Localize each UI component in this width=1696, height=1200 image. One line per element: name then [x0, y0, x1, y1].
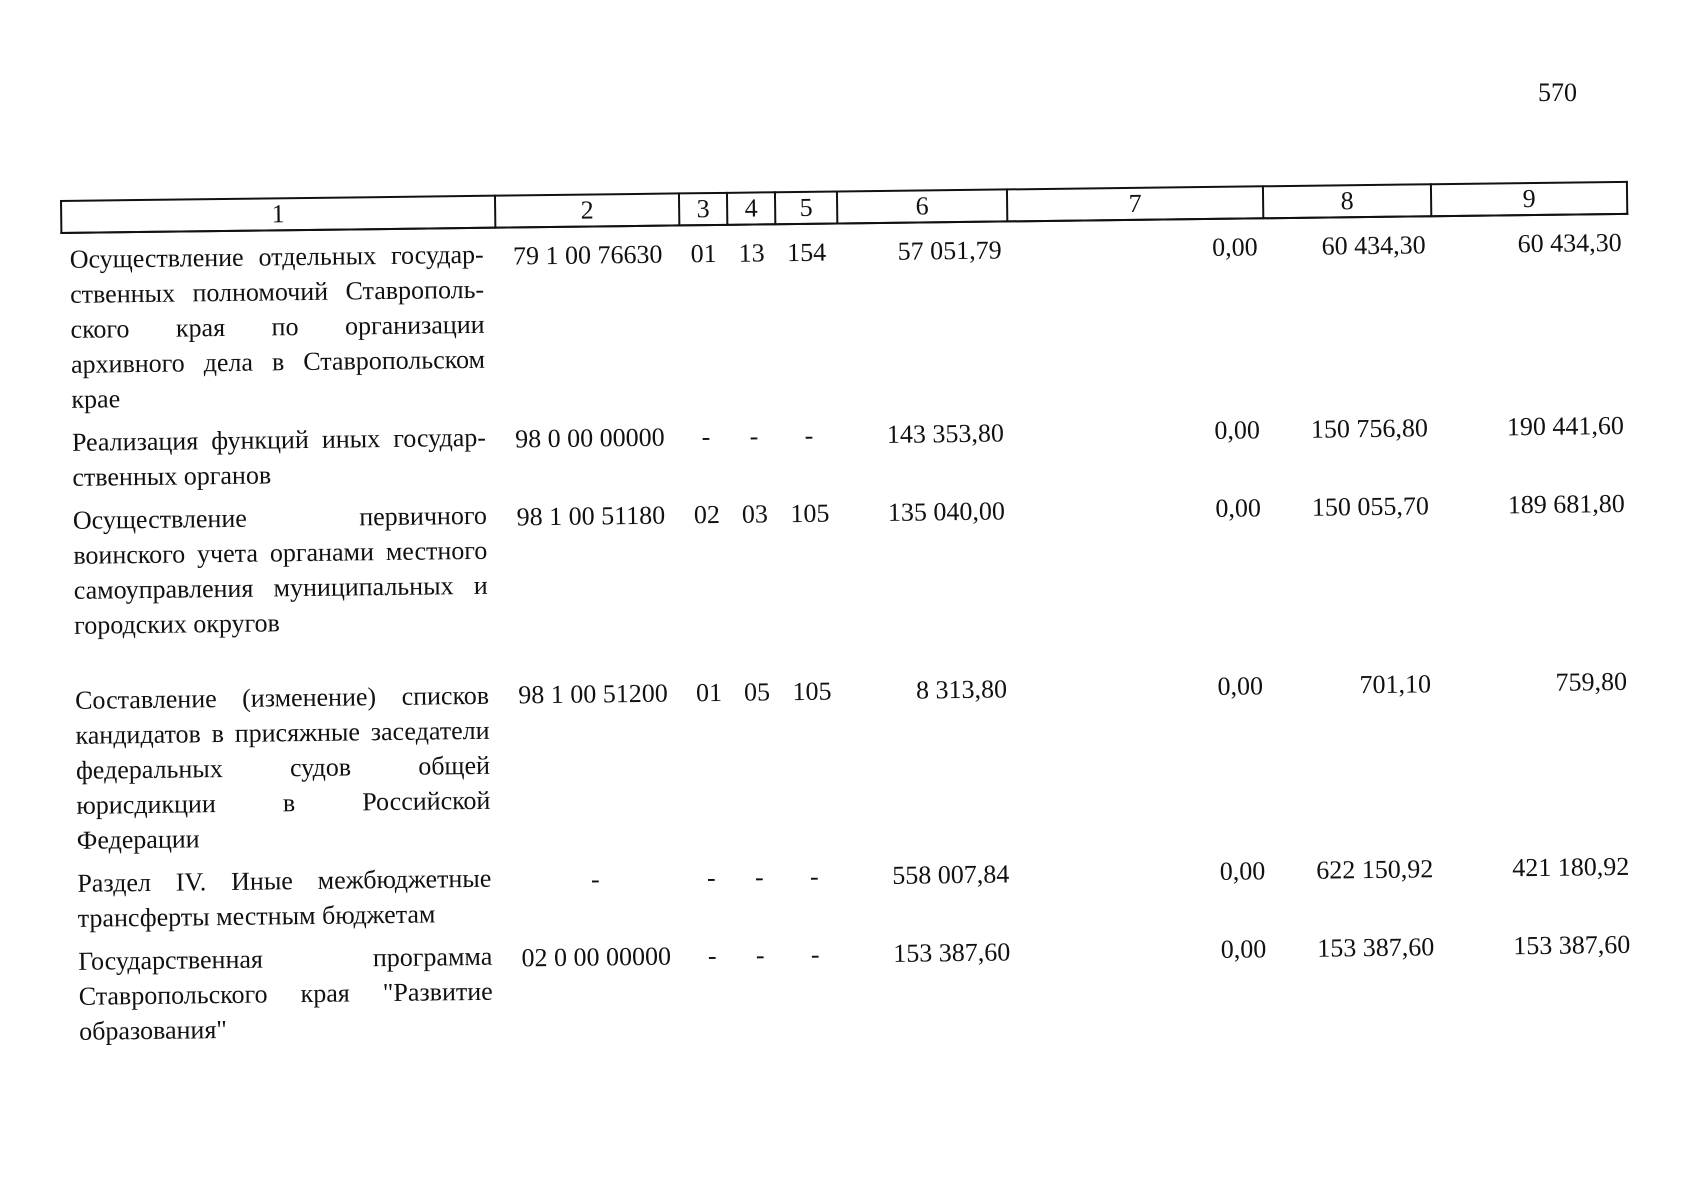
row-code: 98 1 00 51200 — [518, 678, 668, 710]
row-col-4: 05 — [743, 677, 771, 707]
row-col-5: - — [809, 861, 819, 891]
budget-table — [60, 181, 1638, 1049]
row-name: Составление (изменение) списков кандидатов в присяжные заседатели федеральных судов общей юрисдикции в Российской Федерации — [74, 680, 491, 855]
row-col-5: - — [810, 939, 820, 969]
row-col-8: 622 150,92 — [1316, 854, 1434, 885]
row-col-7: 0,00 — [1215, 493, 1262, 523]
row-col-5: 154 — [787, 237, 827, 268]
row-col-6: 143 353,80 — [886, 418, 1005, 449]
row-col-6: 153 387,60 — [893, 937, 1011, 968]
row-code: - — [590, 864, 600, 894]
header-col-8: 8 — [1263, 184, 1431, 218]
row-col-7: 0,00 — [1219, 856, 1266, 886]
row-code: 79 1 00 76630 — [512, 239, 663, 271]
row-name: Раздел IV. Иные межбюджетные трансферты местным бюджетам — [77, 863, 492, 933]
budget-table-container — [60, 181, 1636, 1049]
row-col-9: 759,80 — [1555, 666, 1628, 697]
row-col-7: 0,00 — [1211, 232, 1258, 262]
row-col-8: 153 387,60 — [1317, 932, 1435, 963]
row-col-8: 150 055,70 — [1311, 491, 1430, 522]
row-col-9: 153 387,60 — [1513, 929, 1631, 961]
row-col-7: 0,00 — [1220, 934, 1267, 964]
row-col-6: 558 007,84 — [892, 859, 1010, 890]
row-col-4: 03 — [741, 499, 769, 529]
row-col-4: 13 — [738, 238, 765, 268]
row-col-9: 60 434,30 — [1517, 227, 1622, 259]
row-col-4: - — [749, 421, 759, 451]
row-col-9: 190 441,60 — [1506, 410, 1625, 442]
page-number: 570 — [1538, 78, 1577, 107]
row-col-3: 02 — [693, 499, 721, 530]
row-name: Осуществление отдельных государ-ственных полномочий Ставрополь-ского края по организации архивного дела в Ставропольском крае — [69, 239, 486, 414]
header-col-7: 7 — [1007, 186, 1263, 221]
row-col-3: - — [707, 941, 717, 971]
row-col-8: 701,10 — [1359, 669, 1432, 700]
row-name: Осуществление первичного воинского учета органами местного самоуправления муниципальных и городских округов — [72, 500, 488, 640]
row-col-3: - — [701, 422, 711, 452]
row-col-5: - — [804, 420, 814, 450]
table-row — [66, 624, 1635, 858]
table-row — [70, 917, 1637, 1049]
header-col-6: 6 — [837, 189, 1007, 223]
row-col-8: 150 756,80 — [1310, 413, 1429, 444]
header-col-1: 1 — [61, 196, 495, 233]
row-name: Реализация функций иных государ-ственных органов — [71, 422, 487, 492]
header-col-3: 3 — [679, 193, 727, 226]
row-col-7: 0,00 — [1214, 415, 1261, 445]
row-col-8: 60 434,30 — [1321, 230, 1426, 261]
row-col-6: 8 313,80 — [915, 674, 1008, 705]
row-code: 98 1 00 51180 — [516, 500, 666, 532]
row-col-5: 105 — [792, 676, 832, 707]
row-col-5: 105 — [790, 498, 830, 529]
row-col-9: 421 180,92 — [1512, 851, 1630, 883]
header-col-5: 5 — [775, 192, 837, 225]
row-col-4: - — [754, 862, 764, 892]
row-col-9: 189 681,80 — [1507, 488, 1626, 520]
row-name: Государственная программа Ставропольского края "Развитие образования" — [78, 941, 493, 1046]
row-col-6: 57 051,79 — [897, 235, 1002, 266]
row-code: 98 0 00 00000 — [515, 422, 665, 454]
header-col-9: 9 — [1431, 182, 1627, 216]
row-code: 02 0 00 00000 — [521, 941, 672, 973]
row-col-6: 135 040,00 — [887, 496, 1006, 527]
row-col-3: - — [706, 863, 716, 893]
table-row — [61, 214, 1629, 417]
header-col-2: 2 — [495, 193, 679, 227]
header-col-4: 4 — [727, 192, 775, 225]
row-col-3: 01 — [695, 677, 723, 708]
table-row — [65, 476, 1633, 643]
row-col-4: - — [755, 940, 765, 970]
row-col-3: 01 — [690, 238, 717, 269]
row-col-7: 0,00 — [1217, 671, 1264, 701]
